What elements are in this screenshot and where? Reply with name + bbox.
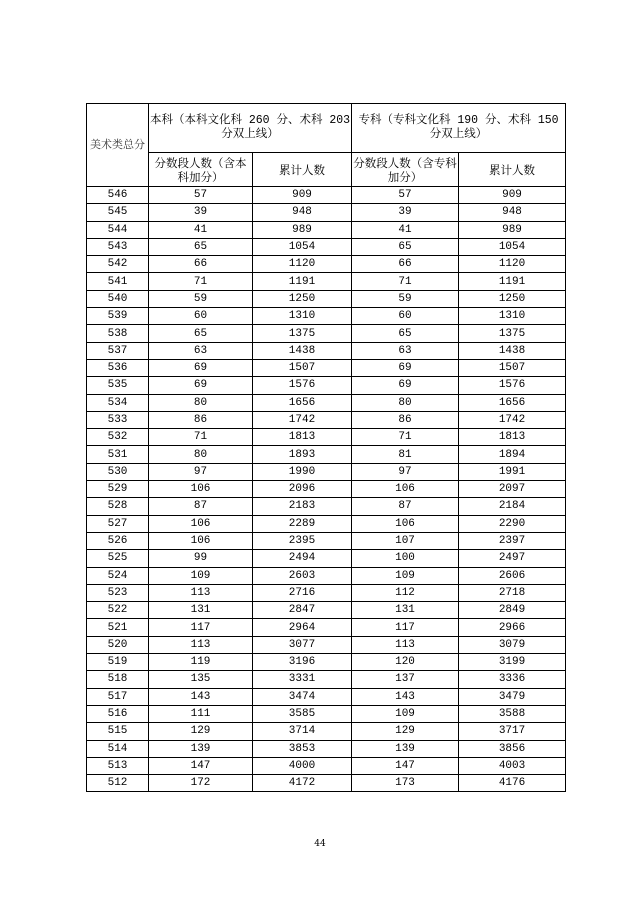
undergraduate-segment-cell: 129: [149, 723, 253, 740]
undergraduate-cumulative-cell: 3474: [253, 688, 352, 705]
junior-college-cumulative-cell: 2966: [459, 619, 566, 636]
total-score-cell: 521: [87, 619, 149, 636]
undergraduate-cumulative-cell: 1576: [253, 377, 352, 394]
junior-college-segment-cell: 100: [352, 550, 459, 567]
junior-college-cumulative-cell: 2397: [459, 532, 566, 549]
junior-college-segment-cell: 57: [352, 187, 459, 204]
header-undergraduate-segment-count: 分数段人数（含本科加分）: [149, 153, 253, 187]
junior-college-cumulative-cell: 3479: [459, 688, 566, 705]
undergraduate-cumulative-cell: 1990: [253, 463, 352, 480]
undergraduate-segment-cell: 71: [149, 273, 253, 290]
undergraduate-cumulative-cell: 4172: [253, 775, 352, 792]
total-score-cell: 516: [87, 705, 149, 722]
total-score-cell: 544: [87, 221, 149, 238]
undergraduate-cumulative-cell: 1191: [253, 273, 352, 290]
undergraduate-segment-cell: 147: [149, 757, 253, 774]
junior-college-cumulative-cell: 2606: [459, 567, 566, 584]
junior-college-segment-cell: 86: [352, 411, 459, 428]
undergraduate-segment-cell: 63: [149, 342, 253, 359]
total-score-cell: 530: [87, 463, 149, 480]
total-score-cell: 523: [87, 584, 149, 601]
table-row: [87, 359, 566, 376]
total-score-cell: 546: [87, 187, 149, 204]
undergraduate-segment-cell: 60: [149, 308, 253, 325]
table-body: [87, 187, 566, 792]
undergraduate-cumulative-cell: 2716: [253, 584, 352, 601]
undergraduate-segment-cell: 66: [149, 256, 253, 273]
table-row: [87, 256, 566, 273]
total-score-cell: 517: [87, 688, 149, 705]
junior-college-cumulative-cell: 1054: [459, 238, 566, 255]
undergraduate-segment-cell: 139: [149, 740, 253, 757]
junior-college-segment-cell: 129: [352, 723, 459, 740]
junior-college-cumulative-cell: 3199: [459, 654, 566, 671]
junior-college-cumulative-cell: 1191: [459, 273, 566, 290]
junior-college-segment-cell: 71: [352, 429, 459, 446]
undergraduate-segment-cell: 57: [149, 187, 253, 204]
table-row: [87, 654, 566, 671]
undergraduate-cumulative-cell: 1742: [253, 411, 352, 428]
page-number: 44: [314, 839, 326, 849]
undergraduate-cumulative-cell: 2964: [253, 619, 352, 636]
table-row: [87, 429, 566, 446]
table-row: [87, 446, 566, 463]
table-row: [87, 463, 566, 480]
undergraduate-cumulative-cell: 2395: [253, 532, 352, 549]
undergraduate-cumulative-cell: 989: [253, 221, 352, 238]
table-row: [87, 619, 566, 636]
junior-college-cumulative-cell: 3079: [459, 636, 566, 653]
total-score-cell: 514: [87, 740, 149, 757]
table-row: [87, 775, 566, 792]
undergraduate-segment-cell: 117: [149, 619, 253, 636]
junior-college-cumulative-cell: 989: [459, 221, 566, 238]
undergraduate-cumulative-cell: 3585: [253, 705, 352, 722]
score-distribution-table: [86, 103, 566, 792]
total-score-cell: 513: [87, 757, 149, 774]
junior-college-cumulative-cell: 1742: [459, 411, 566, 428]
header-junior-college-cumulative: 累计人数: [459, 153, 566, 187]
undergraduate-segment-cell: 69: [149, 377, 253, 394]
undergraduate-cumulative-cell: 3714: [253, 723, 352, 740]
undergraduate-segment-cell: 172: [149, 775, 253, 792]
total-score-cell: 539: [87, 308, 149, 325]
total-score-cell: 537: [87, 342, 149, 359]
junior-college-cumulative-cell: 1438: [459, 342, 566, 359]
undergraduate-segment-cell: 59: [149, 290, 253, 307]
table-row: [87, 584, 566, 601]
table-row: [87, 411, 566, 428]
table-row: [87, 394, 566, 411]
undergraduate-segment-cell: 109: [149, 567, 253, 584]
junior-college-segment-cell: 106: [352, 481, 459, 498]
header-undergraduate-cumulative: 累计人数: [253, 153, 352, 187]
undergraduate-cumulative-cell: 2847: [253, 602, 352, 619]
table-row: [87, 221, 566, 238]
junior-college-cumulative-cell: 2184: [459, 498, 566, 515]
table-row: [87, 515, 566, 532]
table-row: [87, 290, 566, 307]
junior-college-cumulative-cell: 1250: [459, 290, 566, 307]
junior-college-segment-cell: 143: [352, 688, 459, 705]
junior-college-cumulative-cell: 2097: [459, 481, 566, 498]
undergraduate-segment-cell: 106: [149, 515, 253, 532]
junior-college-segment-cell: 69: [352, 377, 459, 394]
junior-college-cumulative-cell: 4003: [459, 757, 566, 774]
junior-college-cumulative-cell: 1991: [459, 463, 566, 480]
total-score-cell: 533: [87, 411, 149, 428]
junior-college-segment-cell: 112: [352, 584, 459, 601]
undergraduate-cumulative-cell: 1656: [253, 394, 352, 411]
junior-college-cumulative-cell: 1813: [459, 429, 566, 446]
junior-college-segment-cell: 65: [352, 238, 459, 255]
total-score-cell: 529: [87, 481, 149, 498]
undergraduate-cumulative-cell: 3331: [253, 671, 352, 688]
junior-college-segment-cell: 109: [352, 567, 459, 584]
undergraduate-segment-cell: 135: [149, 671, 253, 688]
total-score-cell: 524: [87, 567, 149, 584]
junior-college-cumulative-cell: 1507: [459, 359, 566, 376]
table-row: [87, 757, 566, 774]
undergraduate-cumulative-cell: 4000: [253, 757, 352, 774]
table-row: [87, 671, 566, 688]
undergraduate-segment-cell: 87: [149, 498, 253, 515]
table-row: [87, 204, 566, 221]
undergraduate-segment-cell: 86: [149, 411, 253, 428]
junior-college-segment-cell: 97: [352, 463, 459, 480]
table-row: [87, 636, 566, 653]
total-score-cell: 522: [87, 602, 149, 619]
undergraduate-segment-cell: 39: [149, 204, 253, 221]
junior-college-cumulative-cell: 3717: [459, 723, 566, 740]
total-score-cell: 543: [87, 238, 149, 255]
junior-college-cumulative-cell: 2718: [459, 584, 566, 601]
junior-college-cumulative-cell: 4176: [459, 775, 566, 792]
junior-college-segment-cell: 41: [352, 221, 459, 238]
undergraduate-cumulative-cell: 2494: [253, 550, 352, 567]
junior-college-segment-cell: 113: [352, 636, 459, 653]
table-row: [87, 602, 566, 619]
table-row: [87, 377, 566, 394]
junior-college-segment-cell: 131: [352, 602, 459, 619]
junior-college-segment-cell: 60: [352, 308, 459, 325]
undergraduate-cumulative-cell: 1120: [253, 256, 352, 273]
table-row: [87, 273, 566, 290]
undergraduate-segment-cell: 41: [149, 221, 253, 238]
total-score-cell: 525: [87, 550, 149, 567]
total-score-cell: 540: [87, 290, 149, 307]
total-score-cell: 538: [87, 325, 149, 342]
undergraduate-cumulative-cell: 909: [253, 187, 352, 204]
junior-college-segment-cell: 39: [352, 204, 459, 221]
undergraduate-cumulative-cell: 1310: [253, 308, 352, 325]
junior-college-segment-cell: 80: [352, 394, 459, 411]
junior-college-cumulative-cell: 3336: [459, 671, 566, 688]
junior-college-segment-cell: 173: [352, 775, 459, 792]
undergraduate-cumulative-cell: 1893: [253, 446, 352, 463]
undergraduate-segment-cell: 80: [149, 446, 253, 463]
total-score-cell: 536: [87, 359, 149, 376]
undergraduate-cumulative-cell: 3077: [253, 636, 352, 653]
undergraduate-segment-cell: 99: [149, 550, 253, 567]
total-score-cell: 541: [87, 273, 149, 290]
undergraduate-segment-cell: 106: [149, 532, 253, 549]
table-row: [87, 238, 566, 255]
undergraduate-cumulative-cell: 1375: [253, 325, 352, 342]
junior-college-segment-cell: 139: [352, 740, 459, 757]
junior-college-cumulative-cell: 948: [459, 204, 566, 221]
undergraduate-cumulative-cell: 2183: [253, 498, 352, 515]
undergraduate-segment-cell: 69: [149, 359, 253, 376]
total-score-cell: 535: [87, 377, 149, 394]
junior-college-segment-cell: 117: [352, 619, 459, 636]
total-score-cell: 531: [87, 446, 149, 463]
table-row: [87, 325, 566, 342]
header-junior-college-segment-count: 分数段人数（含专科加分）: [352, 153, 459, 187]
table-row: [87, 498, 566, 515]
junior-college-segment-cell: 81: [352, 446, 459, 463]
undergraduate-segment-cell: 65: [149, 238, 253, 255]
table-row: [87, 567, 566, 584]
junior-college-segment-cell: 87: [352, 498, 459, 515]
junior-college-cumulative-cell: 2497: [459, 550, 566, 567]
junior-college-cumulative-cell: 1375: [459, 325, 566, 342]
table-row: [87, 532, 566, 549]
table-row: [87, 308, 566, 325]
undergraduate-segment-cell: 65: [149, 325, 253, 342]
junior-college-cumulative-cell: 3856: [459, 740, 566, 757]
undergraduate-segment-cell: 97: [149, 463, 253, 480]
table-row: [87, 688, 566, 705]
junior-college-segment-cell: 65: [352, 325, 459, 342]
junior-college-segment-cell: 106: [352, 515, 459, 532]
junior-college-cumulative-cell: 1894: [459, 446, 566, 463]
total-score-cell: 526: [87, 532, 149, 549]
total-score-cell: 515: [87, 723, 149, 740]
undergraduate-cumulative-cell: 2603: [253, 567, 352, 584]
junior-college-segment-cell: 107: [352, 532, 459, 549]
junior-college-cumulative-cell: 1310: [459, 308, 566, 325]
total-score-cell: 520: [87, 636, 149, 653]
header-junior-college-group: 专科（专科文化科 190 分、术科 150 分双上线）: [352, 104, 566, 153]
table-row: [87, 187, 566, 204]
undergraduate-cumulative-cell: 1813: [253, 429, 352, 446]
undergraduate-cumulative-cell: 2096: [253, 481, 352, 498]
undergraduate-segment-cell: 111: [149, 705, 253, 722]
junior-college-cumulative-cell: 1656: [459, 394, 566, 411]
junior-college-cumulative-cell: 909: [459, 187, 566, 204]
junior-college-segment-cell: 69: [352, 359, 459, 376]
total-score-cell: 519: [87, 654, 149, 671]
junior-college-cumulative-cell: 2290: [459, 515, 566, 532]
junior-college-segment-cell: 59: [352, 290, 459, 307]
junior-college-segment-cell: 66: [352, 256, 459, 273]
table-row: [87, 740, 566, 757]
undergraduate-cumulative-cell: 1507: [253, 359, 352, 376]
total-score-cell: 512: [87, 775, 149, 792]
total-score-cell: 518: [87, 671, 149, 688]
junior-college-cumulative-cell: 2849: [459, 602, 566, 619]
undergraduate-cumulative-cell: 1054: [253, 238, 352, 255]
undergraduate-segment-cell: 106: [149, 481, 253, 498]
total-score-cell: 545: [87, 204, 149, 221]
undergraduate-segment-cell: 113: [149, 636, 253, 653]
undergraduate-segment-cell: 119: [149, 654, 253, 671]
junior-college-segment-cell: 71: [352, 273, 459, 290]
total-score-cell: 534: [87, 394, 149, 411]
junior-college-cumulative-cell: 1120: [459, 256, 566, 273]
undergraduate-segment-cell: 71: [149, 429, 253, 446]
table-row: [87, 481, 566, 498]
undergraduate-segment-cell: 113: [149, 584, 253, 601]
total-score-cell: 542: [87, 256, 149, 273]
undergraduate-segment-cell: 143: [149, 688, 253, 705]
junior-college-segment-cell: 63: [352, 342, 459, 359]
undergraduate-cumulative-cell: 3853: [253, 740, 352, 757]
junior-college-segment-cell: 137: [352, 671, 459, 688]
header-undergraduate-group: 本科（本科文化科 260 分、术科 203 分双上线）: [149, 104, 352, 153]
table-row: [87, 723, 566, 740]
junior-college-segment-cell: 147: [352, 757, 459, 774]
junior-college-segment-cell: 109: [352, 705, 459, 722]
total-score-cell: 528: [87, 498, 149, 515]
junior-college-segment-cell: 120: [352, 654, 459, 671]
table-row: [87, 342, 566, 359]
total-score-cell: 532: [87, 429, 149, 446]
table-row: [87, 705, 566, 722]
undergraduate-segment-cell: 80: [149, 394, 253, 411]
undergraduate-segment-cell: 131: [149, 602, 253, 619]
junior-college-cumulative-cell: 3588: [459, 705, 566, 722]
undergraduate-cumulative-cell: 1250: [253, 290, 352, 307]
header-total-score: 美术类总分: [87, 104, 149, 187]
total-score-cell: 527: [87, 515, 149, 532]
undergraduate-cumulative-cell: 948: [253, 204, 352, 221]
junior-college-cumulative-cell: 1576: [459, 377, 566, 394]
table-row: [87, 550, 566, 567]
undergraduate-cumulative-cell: 2289: [253, 515, 352, 532]
undergraduate-cumulative-cell: 1438: [253, 342, 352, 359]
undergraduate-cumulative-cell: 3196: [253, 654, 352, 671]
